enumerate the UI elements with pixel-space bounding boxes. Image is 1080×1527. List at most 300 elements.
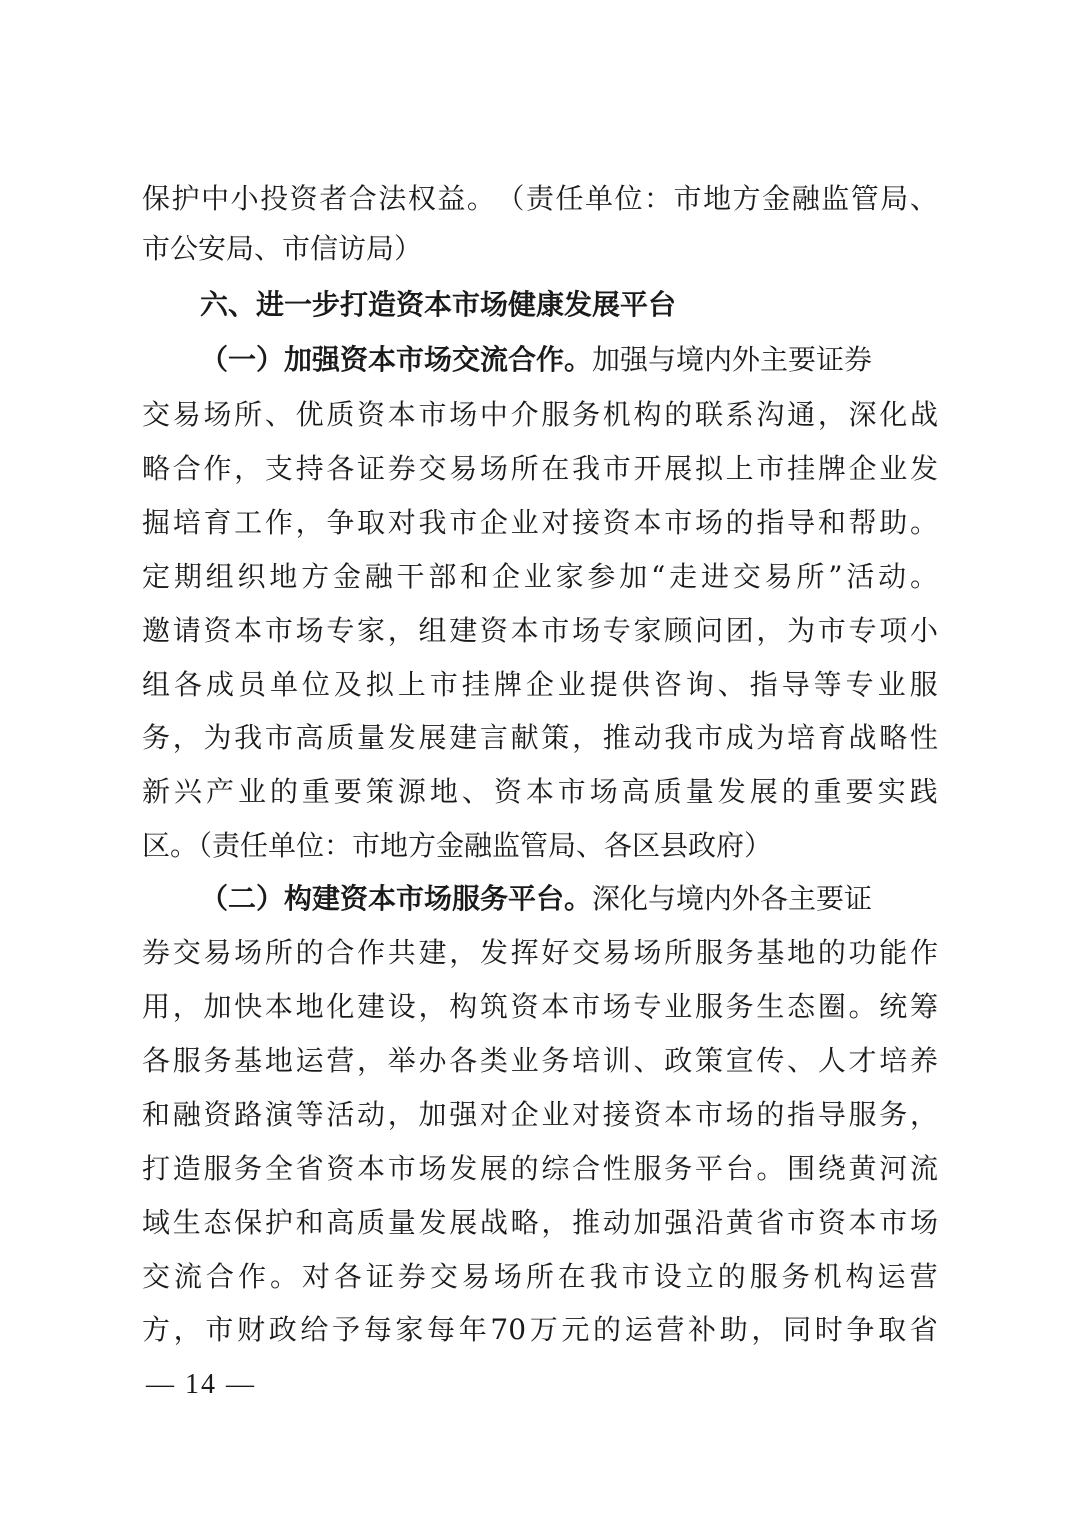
line-glyph: 年	[458, 1313, 487, 1346]
line-glyph: 的	[269, 775, 298, 808]
line-glyph: 加	[633, 1206, 662, 1239]
line-glyph: 作	[237, 1260, 266, 1293]
line-glyph: 专	[326, 614, 355, 647]
line-glyph: 系	[725, 398, 754, 431]
line-glyph: 时	[814, 1313, 843, 1346]
line-glyph: 交	[732, 560, 761, 593]
line-glyph: 资	[633, 1098, 662, 1131]
line-glyph: 导	[787, 506, 816, 539]
line-glyph: 70	[490, 1313, 527, 1346]
line-glyph: 营	[909, 1260, 938, 1293]
line-glyph: 资	[203, 614, 232, 647]
line-glyph: 业	[877, 668, 906, 701]
line-glyph: ，	[418, 990, 447, 1023]
line-glyph: 高	[621, 775, 650, 808]
line-glyph: 家	[633, 614, 662, 647]
line-glyph: 举	[387, 1044, 416, 1077]
line-glyph: ，	[357, 1044, 386, 1077]
line-glyph: 、	[787, 1044, 816, 1077]
line-glyph: 通	[787, 398, 816, 431]
line-glyph: 小	[230, 182, 259, 215]
line-glyph: 本	[357, 1152, 386, 1185]
line-glyph: 流	[909, 1152, 938, 1185]
line-glyph: 。	[909, 506, 938, 539]
line-glyph: 各	[142, 1044, 171, 1077]
line-glyph: 展	[418, 721, 447, 754]
line-glyph: 的	[725, 506, 754, 539]
line-glyph: 争	[326, 506, 355, 539]
line-glyph: 政	[268, 1313, 297, 1346]
line-glyph: 企	[479, 506, 508, 539]
line-glyph: 企	[491, 560, 520, 593]
paragraph-line	[142, 388, 938, 442]
line-glyph: 业	[879, 452, 908, 485]
line-glyph: 合	[572, 1152, 601, 1185]
line-glyph: 市	[756, 452, 785, 485]
line-glyph: 小	[909, 614, 938, 647]
line-glyph: 地	[787, 936, 816, 969]
line-glyph: 场	[203, 398, 232, 431]
line-glyph: 等	[813, 668, 842, 701]
line-glyph: 护	[171, 182, 200, 215]
line-glyph: 、	[909, 182, 938, 215]
line-glyph: 、	[717, 668, 746, 701]
line-glyph: 流	[173, 1260, 202, 1293]
line-glyph: 的	[717, 1260, 746, 1293]
paragraph-line	[142, 1142, 938, 1196]
line-glyph: 服	[694, 990, 723, 1023]
line-glyph: 所	[664, 936, 693, 969]
line-glyph: 营	[656, 1313, 685, 1346]
line-glyph: 平	[694, 1152, 723, 1185]
line-glyph: 育	[817, 721, 846, 754]
line-glyph: 态	[787, 990, 816, 1023]
line-glyph: 市	[264, 721, 293, 754]
paragraph-line	[142, 604, 938, 658]
line-glyph: 沟	[756, 398, 785, 431]
line-glyph: 挂	[461, 668, 490, 701]
line-glyph: 营	[326, 1044, 355, 1077]
line-glyph: 法	[378, 182, 407, 215]
paragraph-line	[142, 1196, 938, 1250]
line-glyph: 政	[664, 1044, 693, 1077]
line-glyph: 作	[909, 936, 938, 969]
line-glyph: 方	[142, 1313, 171, 1346]
line-glyph: 场	[694, 506, 723, 539]
line-glyph: 企	[510, 1098, 539, 1131]
line-glyph: 务	[234, 1152, 263, 1185]
line-glyph: 位	[614, 182, 643, 215]
line-glyph: 持	[295, 452, 324, 485]
line-glyph: 台	[725, 1152, 754, 1185]
line-glyph: 为	[203, 721, 232, 754]
line-glyph: 略	[142, 452, 171, 485]
line-glyph: 动	[878, 560, 907, 593]
line-glyph: 者	[319, 182, 348, 215]
line-glyph: 各	[326, 452, 355, 485]
line-glyph: 圈	[817, 990, 846, 1023]
line-glyph: 省	[295, 1152, 324, 1185]
line-glyph: 强	[449, 1098, 478, 1131]
line-glyph: 量	[685, 775, 714, 808]
line-glyph: 专	[602, 614, 631, 647]
line-glyph: 争	[846, 1313, 875, 1346]
line-glyph: 交	[142, 398, 171, 431]
line-glyph: 策	[541, 721, 570, 754]
line-glyph: 每	[363, 1313, 392, 1346]
line-glyph: 传	[756, 1044, 785, 1077]
line-glyph: 资	[357, 398, 386, 431]
line-glyph: 在	[541, 452, 570, 485]
line-glyph: 展	[479, 1152, 508, 1185]
paragraph-line	[142, 1034, 938, 1088]
line-glyph: 交	[142, 1260, 171, 1293]
line-glyph: 重	[813, 775, 842, 808]
line-glyph: 资	[602, 506, 631, 539]
line-glyph: 实	[877, 775, 906, 808]
line-glyph: 生	[756, 990, 785, 1023]
line-glyph: 资	[289, 182, 318, 215]
line-glyph: 质	[357, 1206, 386, 1239]
line-glyph: 黄	[725, 1206, 754, 1239]
line-glyph: 的	[664, 398, 693, 431]
line-glyph: 询	[685, 668, 714, 701]
line-glyph: 易	[602, 936, 631, 969]
line-glyph: 市	[541, 614, 570, 647]
line-glyph: 拟	[694, 452, 723, 485]
line-glyph: 演	[264, 1098, 293, 1131]
line-glyph: 要	[333, 775, 362, 808]
line-glyph: 市	[664, 506, 693, 539]
line-glyph: 本	[264, 990, 293, 1023]
line-glyph: 市	[429, 668, 458, 701]
line-glyph: 建	[449, 721, 478, 754]
line-glyph: 业	[510, 506, 539, 539]
line-glyph: 同	[783, 1313, 812, 1346]
line-glyph: 运	[295, 1044, 324, 1077]
line-glyph: 帮	[848, 506, 877, 539]
line-glyph: 对	[572, 1098, 601, 1131]
line-glyph: 万	[529, 1313, 558, 1346]
line-glyph: 市	[264, 614, 293, 647]
line-glyph: 服	[749, 1260, 778, 1293]
line-glyph: 业	[523, 560, 552, 593]
line-glyph: 我	[572, 452, 601, 485]
line-glyph: 本	[510, 614, 539, 647]
line-glyph: 筹	[909, 990, 938, 1023]
line-glyph: 元	[561, 1313, 590, 1346]
line-glyph: 训	[602, 1044, 631, 1077]
line-glyph: 培	[172, 506, 201, 539]
line-glyph: 保	[142, 182, 171, 215]
line-glyph: 略	[510, 1206, 539, 1239]
line-glyph: 位	[301, 668, 330, 701]
line-glyph: 。	[269, 1260, 298, 1293]
line-glyph: ”	[828, 560, 843, 593]
line-glyph: 动	[633, 721, 662, 754]
line-glyph: 综	[541, 1152, 570, 1185]
line-glyph: 我	[234, 721, 263, 754]
line-glyph: 予	[332, 1313, 361, 1346]
section-1-first-line	[200, 333, 938, 387]
line-glyph: 挂	[787, 452, 816, 485]
line-glyph: 所	[510, 452, 539, 485]
line-glyph: 各	[173, 668, 202, 701]
line-glyph: ，	[387, 1098, 416, 1131]
line-glyph: 场	[633, 936, 662, 969]
line-glyph: 交	[172, 936, 201, 969]
line-glyph: 地	[264, 1044, 293, 1077]
line-glyph: 金	[762, 182, 791, 215]
line-glyph: 好	[541, 936, 570, 969]
line-glyph: 质	[326, 721, 355, 754]
line-glyph: 服	[633, 1152, 662, 1185]
line-glyph: 上	[725, 452, 754, 485]
section-1-line-text: 加强与境内外主要证券	[592, 343, 873, 376]
line-glyph: 沿	[694, 1206, 723, 1239]
line-glyph: 市	[205, 1313, 234, 1346]
line-glyph: 成	[725, 721, 754, 754]
line-glyph: 任	[555, 182, 584, 215]
line-glyph: （	[496, 182, 525, 215]
line-glyph: ，	[234, 452, 263, 485]
line-glyph: 中	[201, 182, 230, 215]
line-glyph: 咨	[653, 668, 682, 701]
line-glyph: 资	[479, 614, 508, 647]
paragraph-line	[142, 496, 938, 550]
line-glyph: 组	[418, 614, 447, 647]
line-glyph: 家	[555, 560, 584, 593]
line-glyph: 场	[572, 614, 601, 647]
line-glyph: 我	[664, 721, 693, 754]
line-glyph: 管	[850, 182, 879, 215]
line-glyph: ：	[644, 182, 673, 215]
line-glyph: 开	[633, 452, 662, 485]
line-glyph: 对	[479, 1098, 508, 1131]
line-glyph: 市	[387, 1152, 416, 1185]
line-glyph: 生	[172, 1206, 201, 1239]
line-glyph: 加	[619, 560, 648, 593]
line-glyph: 本	[664, 1098, 693, 1131]
line-glyph: 所	[264, 936, 293, 969]
paragraph-line	[142, 442, 938, 496]
line-glyph: 市	[879, 1206, 908, 1239]
line-glyph: 我	[589, 1260, 618, 1293]
line-glyph: 助	[879, 506, 908, 539]
line-glyph: 挥	[510, 936, 539, 969]
line-glyph: 用	[142, 990, 171, 1023]
paragraph-line: 区。（责任单位：市地方金融监管局、各区县政府）	[142, 829, 773, 862]
line-glyph: 每	[427, 1313, 456, 1346]
line-glyph: 介	[510, 398, 539, 431]
line-glyph: 运	[877, 1260, 906, 1293]
line-glyph: 市	[621, 1260, 650, 1293]
line-glyph: 资	[510, 990, 539, 1023]
line-glyph: 推	[602, 721, 631, 754]
section-2-line-text: 深化与境内外各主要证	[592, 882, 873, 915]
line-glyph: 指	[787, 1098, 816, 1131]
line-glyph: 的	[510, 1152, 539, 1185]
line-glyph: 量	[387, 1206, 416, 1239]
line-glyph: “	[651, 560, 666, 593]
line-glyph: 培	[879, 1044, 908, 1077]
line-glyph: 邀	[142, 614, 171, 647]
line-glyph: 河	[879, 1152, 908, 1185]
line-glyph: 导	[781, 668, 810, 701]
line-glyph: 为	[756, 721, 785, 754]
line-glyph: 言	[479, 721, 508, 754]
line-glyph: 各	[449, 1044, 478, 1077]
line-glyph: 业	[664, 990, 693, 1023]
line-glyph: 的	[817, 936, 846, 969]
line-glyph: 资	[817, 1206, 846, 1239]
line-glyph: 交	[418, 452, 447, 485]
line-glyph: 场	[589, 775, 618, 808]
line-glyph: 本	[525, 775, 554, 808]
line-glyph: 场	[909, 1206, 938, 1239]
line-glyph: 战	[848, 721, 877, 754]
line-glyph: 务	[781, 1260, 810, 1293]
line-glyph: 发	[717, 775, 746, 808]
line-glyph: 战	[909, 398, 938, 431]
line-glyph: 量	[357, 721, 386, 754]
line-glyph: 交	[572, 936, 601, 969]
line-glyph: 市	[694, 1098, 723, 1131]
line-glyph: 构	[633, 398, 662, 431]
line-glyph: ，	[751, 1313, 780, 1346]
line-glyph: 功	[848, 936, 877, 969]
line-glyph: 重	[301, 775, 330, 808]
line-glyph: 金	[332, 560, 361, 593]
line-glyph: 、	[264, 398, 293, 431]
line-glyph: 立	[685, 1260, 714, 1293]
line-glyph: 高	[326, 1206, 355, 1239]
line-glyph: 市	[572, 990, 601, 1023]
line-glyph: 对	[387, 506, 416, 539]
line-glyph: 务	[142, 721, 171, 754]
line-glyph: 绕	[817, 1152, 846, 1185]
line-glyph: 问	[694, 614, 723, 647]
line-glyph: 市	[449, 506, 478, 539]
line-glyph: 服	[541, 398, 570, 431]
line-glyph: 、	[633, 1044, 662, 1077]
line-glyph: 权	[407, 182, 436, 215]
line-glyph: 所	[525, 1260, 554, 1293]
line-glyph: 对	[301, 1260, 330, 1293]
line-glyph: 全	[264, 1152, 293, 1185]
line-glyph: 省	[756, 1206, 785, 1239]
line-glyph: 业	[541, 1098, 570, 1131]
line-glyph: 本	[387, 398, 416, 431]
line-glyph: 共	[387, 936, 416, 969]
line-glyph: 财	[237, 1313, 266, 1346]
line-glyph: 、	[461, 775, 490, 808]
line-glyph: ，	[572, 721, 601, 754]
line-glyph: 育	[203, 506, 232, 539]
paragraph-line	[142, 980, 938, 1034]
line-glyph: 合	[348, 182, 377, 215]
line-glyph: 服	[203, 1152, 232, 1185]
line-glyph: 的	[593, 1313, 622, 1346]
line-glyph: 高	[295, 721, 324, 754]
line-glyph: 拟	[365, 668, 394, 701]
line-glyph: 快	[234, 990, 263, 1023]
line-glyph: 取	[878, 1313, 907, 1346]
line-glyph: 场	[725, 1098, 754, 1131]
paragraph-line	[142, 658, 938, 712]
line-glyph: 支	[264, 452, 293, 485]
line-glyph: 责	[525, 182, 554, 215]
line-glyph: 设	[387, 990, 416, 1023]
page-number: — 14 —	[146, 1369, 256, 1400]
paragraph-line	[142, 1303, 938, 1357]
line-glyph: 各	[333, 1260, 362, 1293]
line-glyph: 统	[879, 990, 908, 1023]
line-glyph: 干	[396, 560, 425, 593]
line-glyph: 场	[418, 1152, 447, 1185]
line-glyph: 建	[418, 936, 447, 969]
line-glyph: 资	[203, 1098, 232, 1131]
line-glyph: 牌	[493, 668, 522, 701]
line-glyph: 等	[295, 1098, 324, 1131]
line-glyph: 定	[142, 560, 171, 593]
line-glyph: ，	[295, 506, 324, 539]
line-glyph: 地	[295, 990, 324, 1023]
line-glyph: 指	[749, 668, 778, 701]
line-glyph: 产	[205, 775, 234, 808]
line-glyph: 发	[909, 452, 938, 485]
paragraph-line	[142, 172, 938, 226]
line-glyph: 化	[879, 398, 908, 431]
line-glyph: 场	[602, 990, 631, 1023]
line-glyph: 兴	[173, 775, 202, 808]
line-glyph: 场	[493, 1260, 522, 1293]
line-glyph: 掘	[142, 506, 171, 539]
paragraph-line	[142, 711, 938, 765]
line-glyph: 业	[557, 668, 586, 701]
line-glyph: 的	[781, 775, 810, 808]
line-glyph: 质	[653, 775, 682, 808]
line-glyph: 易	[461, 1260, 490, 1293]
line-glyph: 强	[664, 1206, 693, 1239]
line-glyph: 构	[449, 990, 478, 1023]
line-glyph: 保	[234, 1206, 263, 1239]
line-glyph: 市	[673, 182, 702, 215]
line-glyph: 企	[525, 668, 554, 701]
line-glyph: 券	[142, 936, 171, 969]
line-glyph: 合	[326, 936, 355, 969]
line-glyph: 化	[326, 990, 355, 1023]
line-glyph: ，	[449, 936, 478, 969]
line-glyph: 路	[234, 1098, 263, 1131]
line-glyph: 进	[700, 560, 729, 593]
line-glyph: 易	[764, 560, 793, 593]
line-glyph: 护	[264, 1206, 293, 1239]
line-glyph: 活	[846, 560, 875, 593]
line-glyph: 深	[848, 398, 877, 431]
line-glyph: ，	[172, 990, 201, 1023]
line-glyph: 要	[845, 775, 874, 808]
line-glyph: 作	[203, 452, 232, 485]
line-glyph: 融	[172, 1098, 201, 1131]
line-glyph: 展	[664, 452, 693, 485]
line-glyph: 业	[237, 775, 266, 808]
line-glyph: 设	[653, 1260, 682, 1293]
line-glyph: 易	[449, 452, 478, 485]
line-glyph: 地	[269, 560, 298, 593]
section-2-lead: （二）构建资本市场服务平台。	[200, 882, 593, 915]
line-glyph: 造	[172, 1152, 201, 1185]
